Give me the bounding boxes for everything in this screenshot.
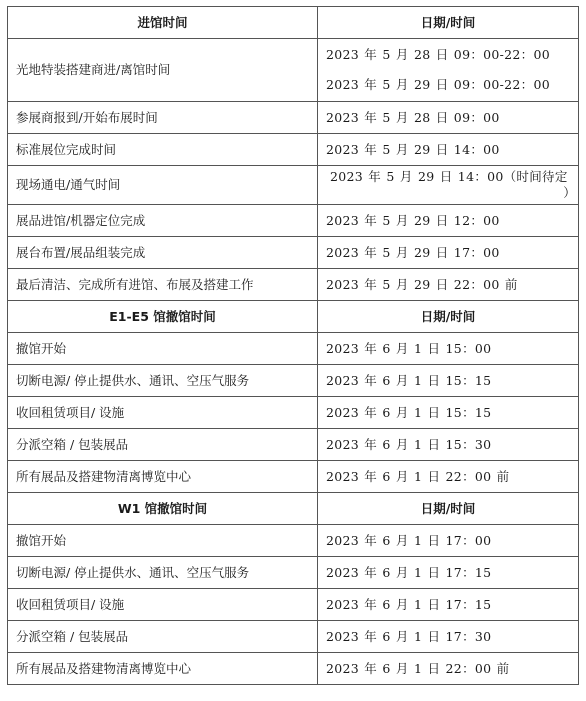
table-row	[8, 205, 579, 237]
header-event: W1 馆撤馆时间	[8, 493, 318, 525]
event-cell: 所有展品及搭建物清离博览中心	[8, 461, 318, 493]
date-line: 2023 年 5 月 29 日 14：00（时间待定	[330, 169, 568, 185]
table-row	[8, 621, 579, 653]
table-row	[8, 429, 579, 461]
header-event: E1-E5 馆撤馆时间	[8, 301, 318, 333]
header-date: 日期/时间	[318, 7, 579, 39]
event-cell: 参展商报到/开始布展时间	[8, 102, 318, 134]
event-cell: 最后清洁、完成所有进馆、布展及搭建工作	[8, 269, 318, 301]
date-cell	[318, 39, 579, 102]
header-date: 日期/时间	[318, 301, 579, 333]
date-cell: 2023 年 6 月 1 日 17：30	[318, 621, 579, 653]
event-cell: 光地特装搭建商进/离馆时间	[8, 39, 318, 102]
date-cell: 2023 年 6 月 1 日 17：00	[318, 525, 579, 557]
event-cell: 分派空箱 / 包装展品	[8, 621, 318, 653]
date-cell	[318, 166, 579, 205]
header-date: 日期/时间	[318, 493, 579, 525]
event-cell: 展台布置/展品组装完成	[8, 237, 318, 269]
table-row	[8, 589, 579, 621]
date-cell: 2023 年 6 月 1 日 17：15	[318, 589, 579, 621]
event-cell: 现场通电/通气时间	[8, 166, 318, 205]
event-cell: 标准展位完成时间	[8, 134, 318, 166]
date-line-cont: ）	[563, 185, 576, 200]
table-row	[8, 557, 579, 589]
event-cell: 收回租赁项目/ 设施	[8, 397, 318, 429]
date-cell: 2023 年 5 月 28 日 09：00	[318, 102, 579, 134]
table-row	[8, 237, 579, 269]
date-cell: 2023 年 6 月 1 日 15：15	[318, 365, 579, 397]
event-cell: 撤馆开始	[8, 333, 318, 365]
event-cell: 撤馆开始	[8, 525, 318, 557]
event-cell: 所有展品及搭建物清离博览中心	[8, 653, 318, 685]
section-header-e1-e5-move-out	[8, 301, 579, 333]
date-cell: 2023 年 6 月 1 日 22：00 前	[318, 653, 579, 685]
event-cell: 切断电源/ 停止提供水、通讯、空压气服务	[8, 365, 318, 397]
date-cell: 2023 年 6 月 1 日 15：15	[318, 397, 579, 429]
table-row	[8, 39, 579, 102]
table-row	[8, 365, 579, 397]
table-row	[8, 269, 579, 301]
date-cell: 2023 年 6 月 1 日 22：00 前	[318, 461, 579, 493]
table-row	[8, 333, 579, 365]
event-cell: 收回租赁项目/ 设施	[8, 589, 318, 621]
date-line: 2023 年 5 月 29 日 09：00-22：00	[326, 77, 550, 92]
table-row	[8, 102, 579, 134]
date-cell: 2023 年 6 月 1 日 17：15	[318, 557, 579, 589]
date-line: 2023 年 5 月 28 日 09：00-22：00	[326, 47, 550, 63]
table-row	[8, 166, 579, 205]
event-cell: 展品进馆/机器定位完成	[8, 205, 318, 237]
event-cell: 切断电源/ 停止提供水、通讯、空压气服务	[8, 557, 318, 589]
date-cell: 2023 年 5 月 29 日 12：00	[318, 205, 579, 237]
section-header-move-in	[8, 7, 579, 39]
table-row	[8, 461, 579, 493]
table-row	[8, 134, 579, 166]
table-row	[8, 397, 579, 429]
date-cell: 2023 年 6 月 1 日 15：00	[318, 333, 579, 365]
date-cell: 2023 年 5 月 29 日 14：00	[318, 134, 579, 166]
table-row	[8, 653, 579, 685]
header-event: 进馆时间	[8, 7, 318, 39]
date-cell: 2023 年 5 月 29 日 22：00 前	[318, 269, 579, 301]
schedule-table	[7, 6, 579, 685]
date-cell: 2023 年 6 月 1 日 15：30	[318, 429, 579, 461]
date-cell: 2023 年 5 月 29 日 17：00	[318, 237, 579, 269]
table-row	[8, 525, 579, 557]
section-header-w1-move-out	[8, 493, 579, 525]
event-cell: 分派空箱 / 包装展品	[8, 429, 318, 461]
